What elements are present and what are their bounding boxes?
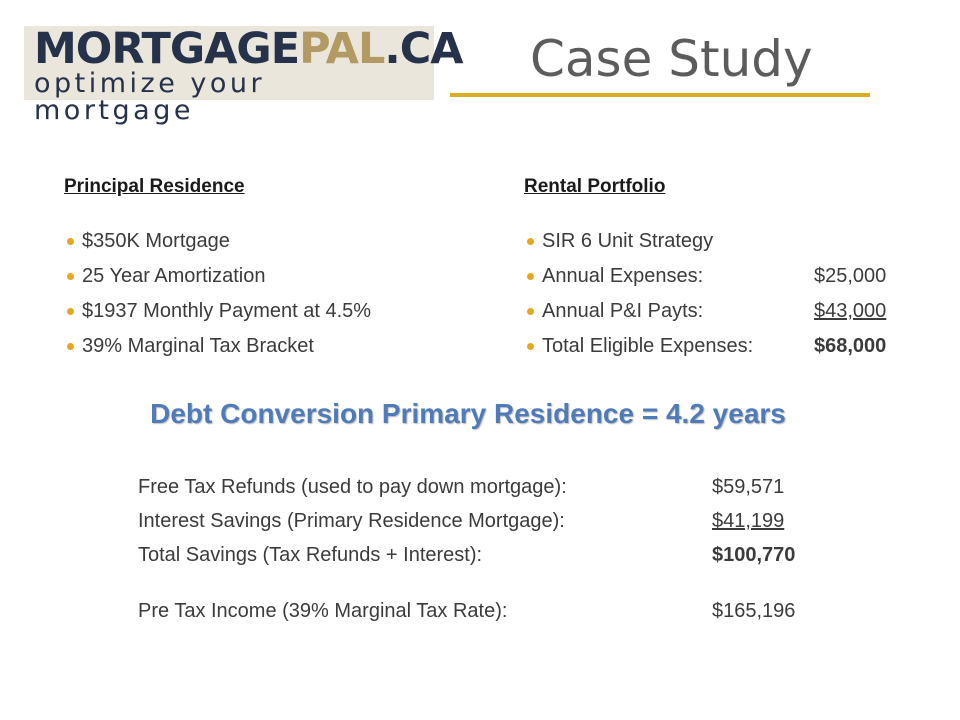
summary-row: Pre Tax Income (39% Marginal Tax Rate): $165,196	[138, 594, 795, 628]
list-item: 25 Year Amortization	[64, 259, 371, 294]
savings-summary	[138, 470, 795, 628]
list-item: Annual Expenses: $25,000	[524, 259, 886, 294]
total-savings-value: $100,770	[712, 544, 796, 566]
interest-savings-value: $41,199	[712, 510, 785, 532]
rental-portfolio-section	[524, 176, 886, 364]
bullet-icon	[67, 273, 74, 280]
logo-part-pal: PAL	[299, 24, 385, 74]
summary-row: Free Tax Refunds (used to pay down mortgage): $59,571	[138, 470, 795, 504]
title-underline	[450, 93, 870, 97]
logo-part-mortgage: MORTGAGE	[34, 24, 300, 74]
principal-residence-heading: Principal Residence	[64, 176, 245, 197]
pre-tax-income-value: $165,196	[712, 600, 796, 622]
total-eligible-expenses-value: $68,000	[814, 335, 887, 357]
bullet-icon	[67, 343, 74, 350]
rental-portfolio-list	[524, 224, 886, 364]
list-item: SIR 6 Unit Strategy	[524, 224, 886, 259]
list-item: 39% Marginal Tax Bracket	[64, 329, 371, 364]
page-title: Case Study	[530, 30, 813, 88]
debt-conversion-headline: Debt Conversion Primary Residence = 4.2 years	[150, 398, 786, 429]
summary-row: Total Savings (Tax Refunds + Interest): $100,770	[138, 538, 795, 572]
list-item: Total Eligible Expenses: $68,000	[524, 329, 886, 364]
bullet-icon	[67, 308, 74, 315]
rental-portfolio-heading: Rental Portfolio	[524, 176, 666, 197]
logo-wordmark	[34, 24, 463, 74]
principal-residence-section	[64, 176, 371, 364]
bullet-icon	[527, 273, 534, 280]
list-item: $350K Mortgage	[64, 224, 371, 259]
annual-expenses-value: $25,000	[814, 265, 887, 287]
tax-refunds-value: $59,571	[712, 476, 785, 498]
logo-tagline: optimize your mortgage	[34, 68, 266, 126]
logo-part-ca: .CA	[384, 24, 463, 74]
list-item: Annual P&I Payts: $43,000	[524, 294, 886, 329]
annual-pi-payts-value: $43,000	[814, 300, 887, 322]
list-item: $1937 Monthly Payment at 4.5%	[64, 294, 371, 329]
bullet-icon	[67, 238, 74, 245]
logo	[24, 24, 463, 126]
bullet-icon	[527, 308, 534, 315]
principal-residence-list	[64, 224, 371, 364]
summary-row: Interest Savings (Primary Residence Mortgage): $41,199	[138, 504, 795, 538]
bullet-icon	[527, 343, 534, 350]
bullet-icon	[527, 238, 534, 245]
